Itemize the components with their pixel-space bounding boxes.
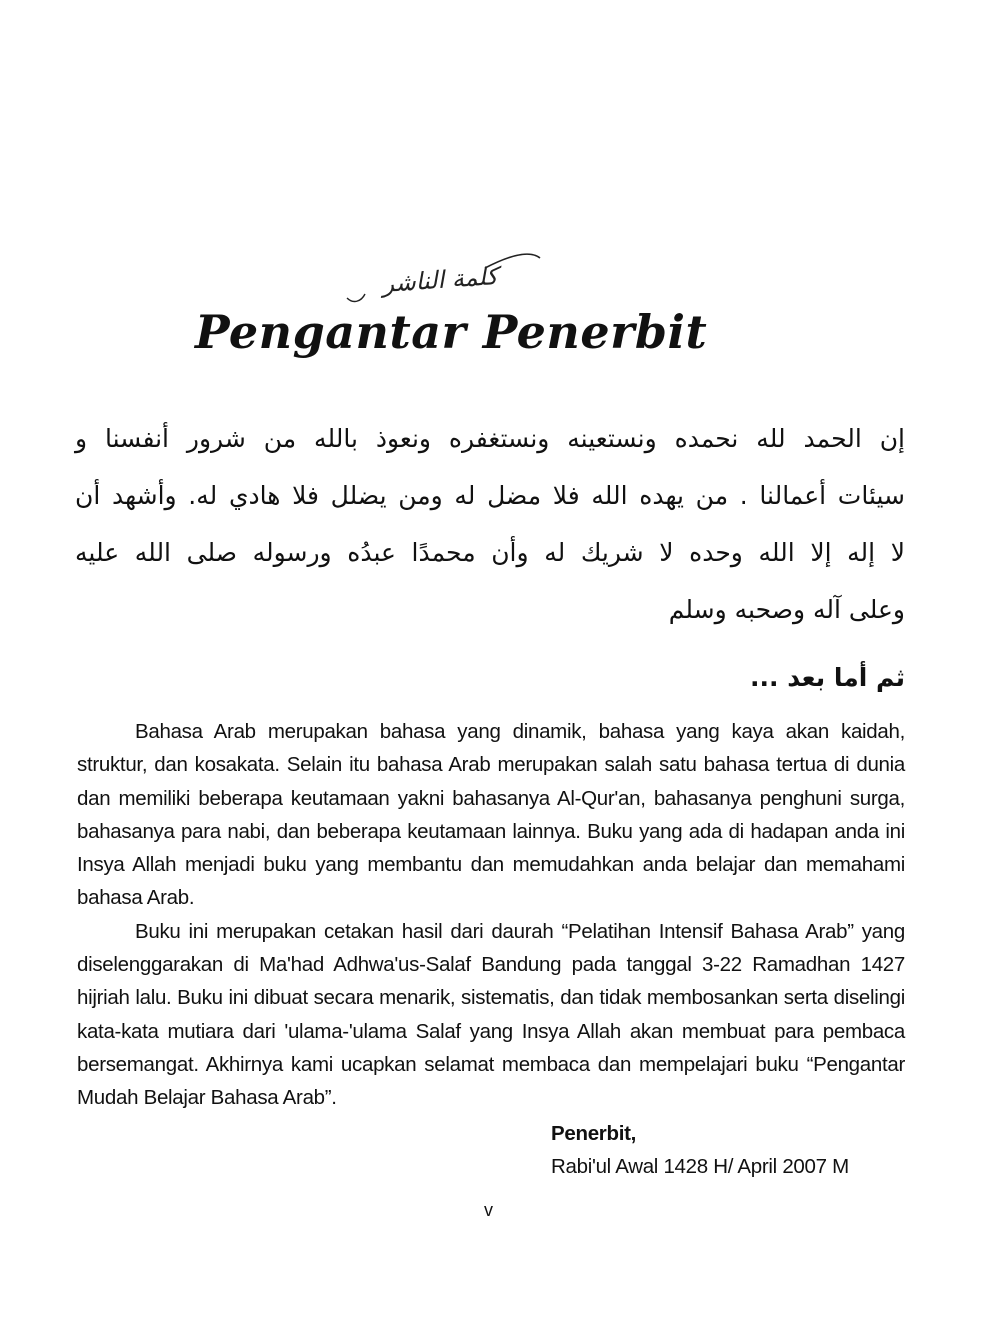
arabic-intro-line: إن الحمد لله نحمده ونستعينه ونستغفره ونعوذ بالله من شرور أنفسنا و [75,424,905,453]
arabic-intro-line: وعلى آله وصحبه وسلم [668,595,905,624]
signature-block [551,1117,849,1183]
arabic-intro [75,410,905,638]
arabic-amma-bad: ثم أما بعد ... [750,663,905,692]
calligraphy-heading-text: كلمة الناشر [381,262,499,298]
calligraphy-heading [335,250,545,310]
signature-date: Rabi'ul Awal 1428 H/ April 2007 M [551,1155,849,1178]
body-paragraph: Bahasa Arab merupakan bahasa yang dinamik, bahasa yang kaya akan kaidah, struktur, dan kosakata. Selain itu bahasa Arab merupakan salah satu bahasa tertua di dunia dan memiliki beberapa keutamaan yakni bahasanya Al-Qur'an, bahasanya penghuni surga, bahasanya para nabi, dan beberapa keutamaan lainnya. Buku yang ada di hadapan anda ini Insya Allah menjadi buku yang membantu dan memudahkan anda belajar dan memahami bahasa Arab. [77,720,905,910]
arabic-intro-line: لا إله إلا الله وحده لا شريك له وأن محمدًا عبدُه ورسوله صلى الله عليه [75,538,905,567]
page-title: Pengantar Penerbit [195,305,708,359]
page-number: v [484,1200,493,1220]
calligraphy-tail [347,294,365,301]
body-text [77,715,905,1115]
body-paragraph: Buku ini merupakan cetakan hasil dari daurah “Pelatihan Intensif Bahasa Arab” yang diselenggarakan di Ma'had Adhwa'us-Salaf Bandung pada tanggal 3-22 Ramadhan 1427 hijriah lalu. Buku ini dibuat secara menarik, sistematis, dan tidak membosankan serta diselingi kata-kata mutiara dari 'ulama-'ulama Salaf yang Insya Allah akan membuat para pembaca bersemangat. Akhirnya kami ucapkan selamat membaca dan mempelajari buku “Pengantar Mudah Belajar Bahasa Arab”. [77,919,905,1110]
signature-name: Penerbit, [551,1122,637,1145]
arabic-intro-line: سيئات أعمالنا . من يهده الله فلا مضل له ومن يضلل فلا هادي له. وأشهد أن [75,481,905,510]
